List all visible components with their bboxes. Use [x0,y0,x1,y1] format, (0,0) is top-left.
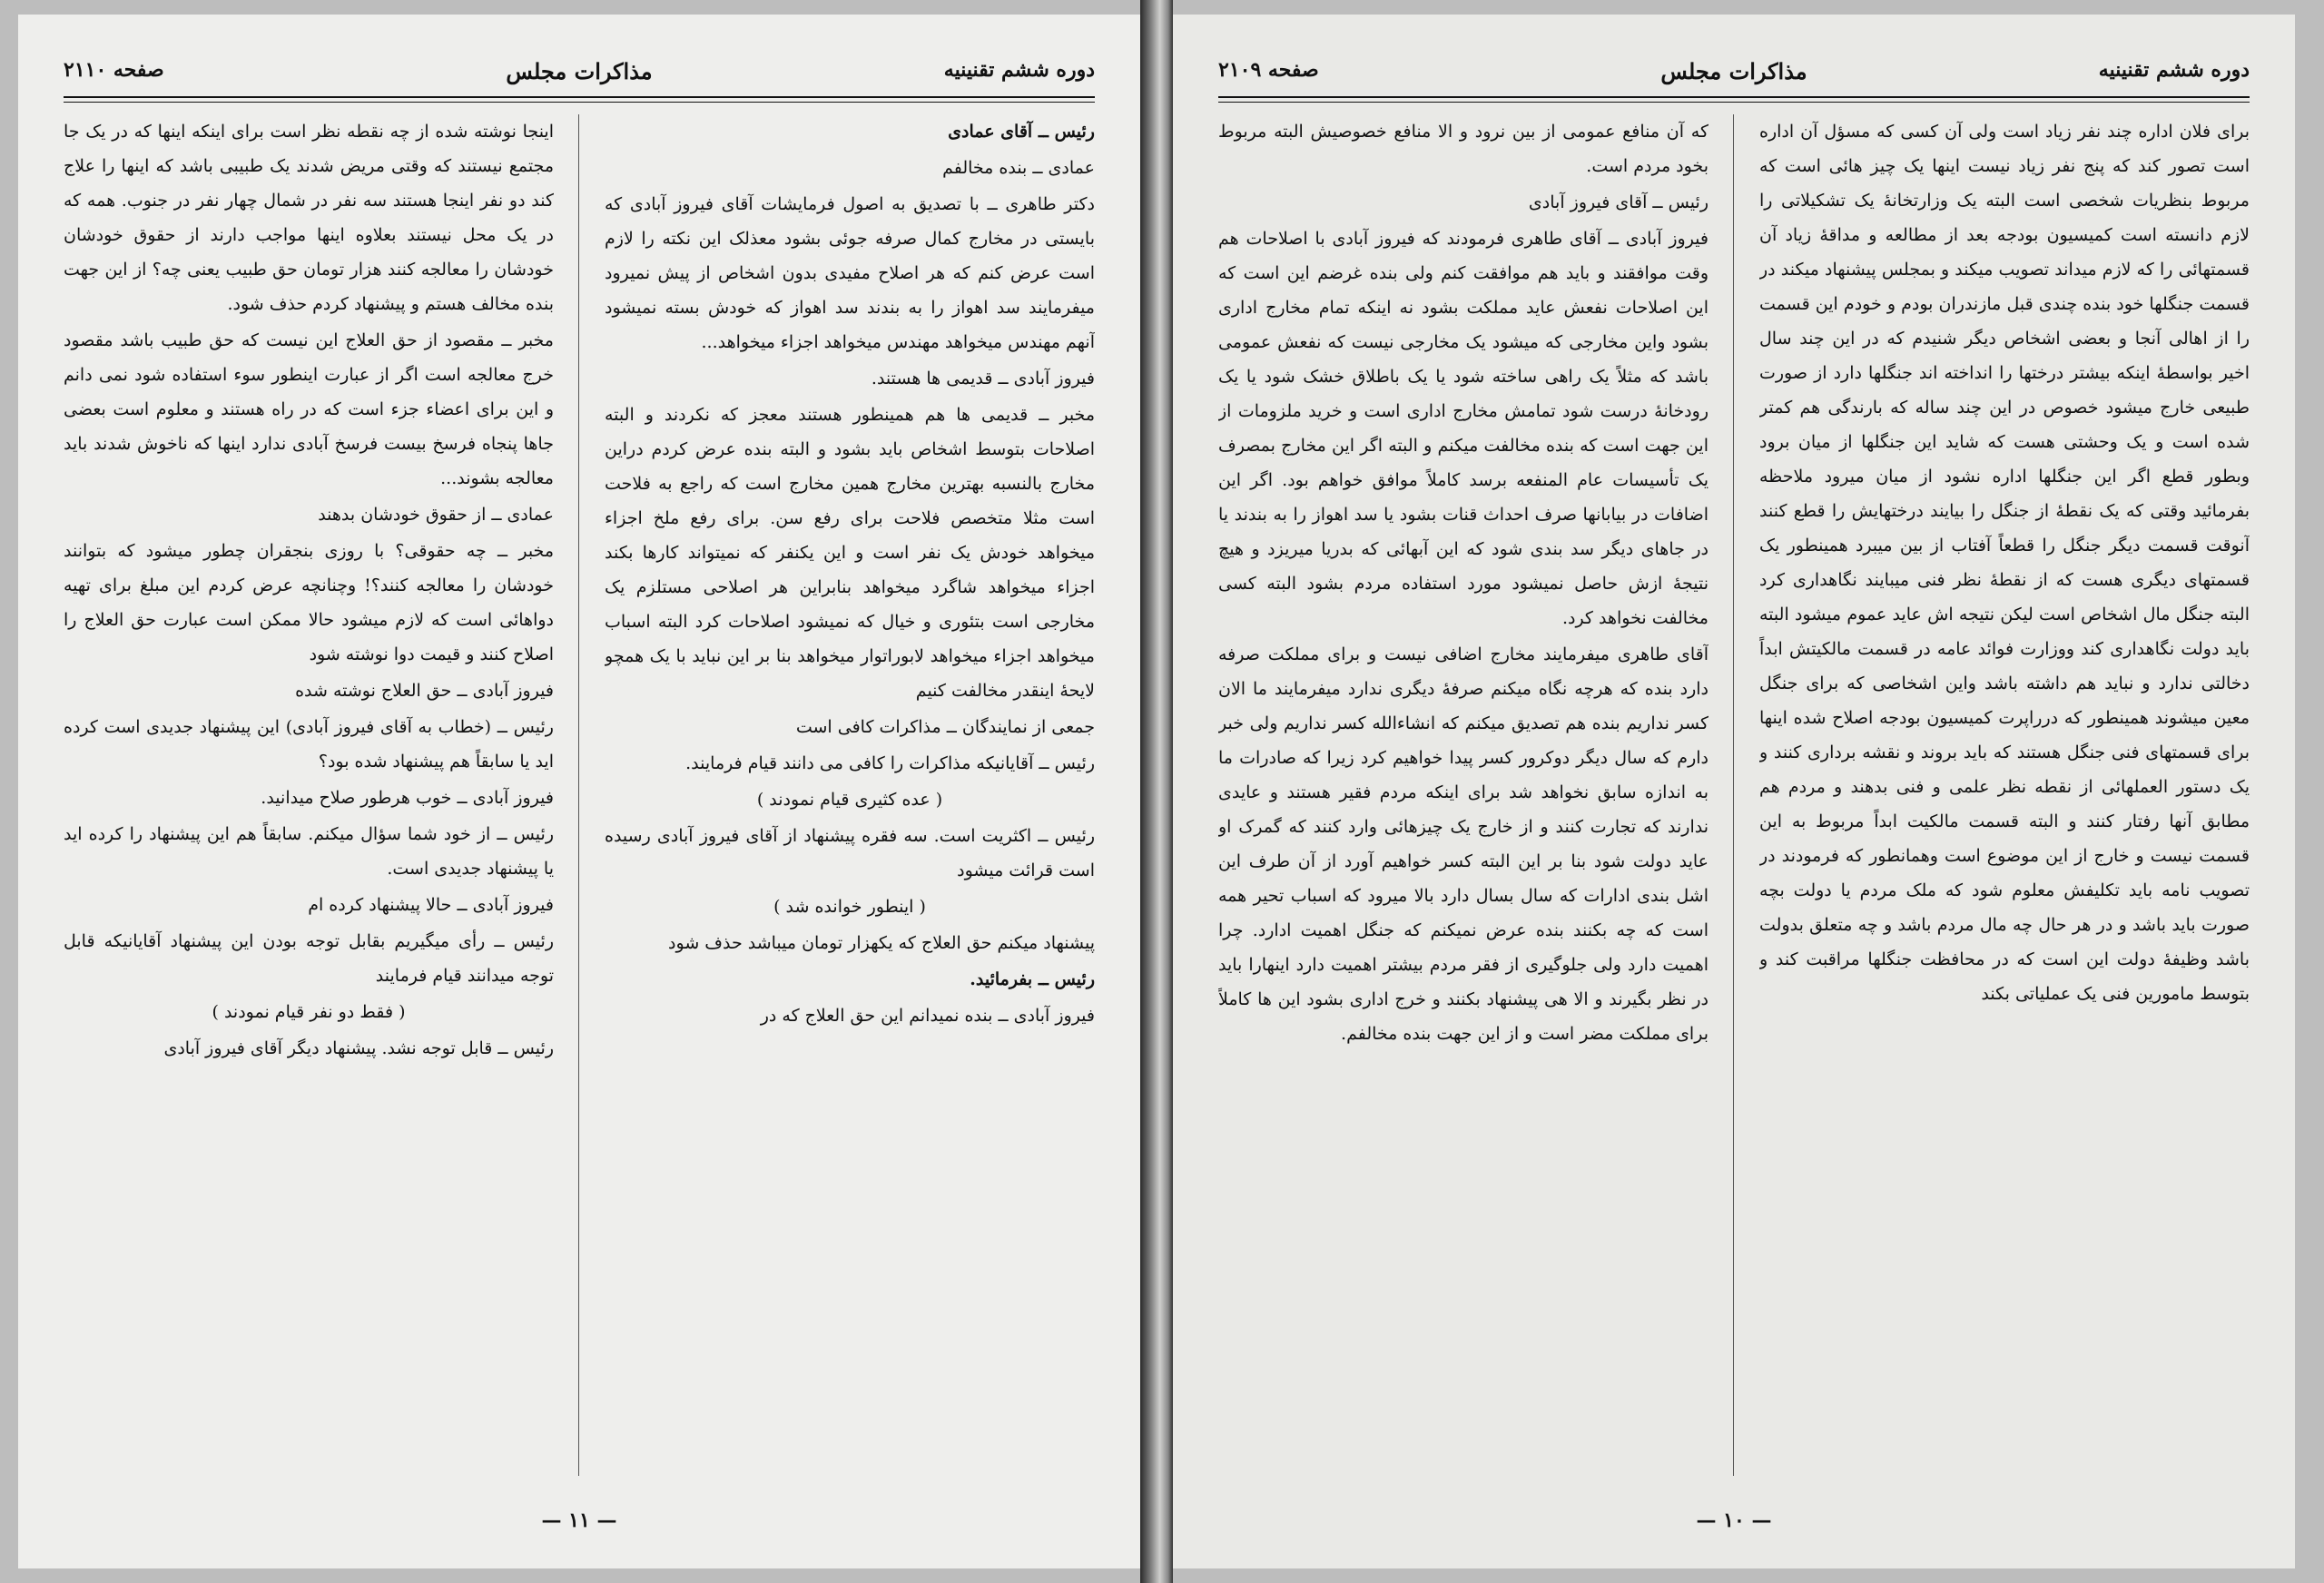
paragraph: رئیس ــ آقای عمادی [948,122,1095,142]
paragraph: رئیس ــ آقای فیروز آبادی [1528,192,1709,212]
column-divider [1733,114,1734,1476]
paragraph: رئیس ــ اکثریت است. سه فقره پیشنهاد از آقای فیروز آبادی رسیده است قرائت میشود [605,826,1095,880]
paragraph: ( اینطور خوانده شد ) [773,897,926,917]
page-number-label: صفحه ۲۱۱۰ [64,58,164,82]
session-label: دوره ششم تقنینیه [2098,58,2250,82]
paragraph: آقای طاهری میفرمایند مخارج اضافی نیست و برای مملکت صرفه دارد بنده که هرچه نگاه میکنم صرفهٔ دیگری ندارد میفرمایند ما الان کسر نداریم بنده هم تصدیق میکنم که انشاءالله کسر نداریم ولی خبر دارم که سال دیگر دوکرور کسر پیدا خواهیم کرد زیرا که صادرات ما به اندازه سابق نخواهد شد برای اینکه مردم فقیر هستند و عایدی ندارند که تجارت کنند و از خارج یک چیزهائی وارد کنند که گمرک او عاید دولت شود بنا بر این البته کسر خواهیم آورد از آن طرف این اشل بندی ادارات که سال بسال دارد بالا میرود که اسباب تحیر همه است که چه بکنند بنده عرض نمیکنم که جنگل اهمیت ادارد. چرا اهمیت دارد ولی جلوگیری از فقر مردم بیشتر اهمیت دارد اینهارا باید در نظر بگیرند و الا هی پیشنهاد بکنند و خرج اداری بشود این ها کاملاً برای مملکت مضر است و از این جهت بنده مخالفم. [1218,644,1709,1044]
paragraph: رئیس ــ آقایانیکه مذاکرات را کافی می دانند قیام فرمایند. [685,753,1095,773]
session-label: دوره ششم تقنینیه [943,58,1095,82]
paragraph: برای فلان اداره چند نفر زیاد است ولی آن کسی که مسؤل آن اداره است تصور کند که پنج نفر زیاد نیست اینها یک چیز هائی است که مربوط بنظریات شخصی است البته یک وزارتخانهٔ یک تشکیلاتی را لازم دانسته است کمیسیون بودجه بعد از مطالعه و مداقهٔ زیاد آن قسمتهائی را که لازم میداند تصویب میکند و بمجلس پیشنهاد میکند در قسمت جنگلها خود بنده چندی قبل مازندران بودم و خودم این قسمت را از اهالی آنجا و بعضی اشخاص دیگر شنیدم که در این چند سال اخیر بواسطهٔ اینکه بیشتر درختها را انداخته اند جنگلها دارد از صورت طبیعی خارج میشود خصوص در این چند ساله که بارندگی هم کمتر شده است و یک وحشتی هست که شاید این جنگلها از میان برود وبطور قطع اگر این جنگلها اداره نشود از میان میرود ملاحظه بفرمائید وقتی که یک نقطهٔ از جنگل را بیایند درختهایش را قطع کنند آنوقت قسمت دیگر جنگل را قطعاً آفتاب از بین میبرد همینطور یک قسمتهای دیگری هست که از نقطهٔ نظر فنی میبایند نگاهداری کرد البته جنگل مال اشخاص است لیکن نتیجه اش عاید عموم میشود البته باید دولت نگاهداری کند ووزارت فوائد عامه در قسمت مالکیتش ابداً دخالتی ندارد و نباید هم داشته باشد واین اشخاصی که برای جنگل معین میشوند همینطور که درراپرت کمیسیون بودجه اصلاح شده اینها برای قسمتهای فنی جنگل هستند که باید بروند و نقشه برداری کنند و یک دستور العملهائی از نقطه نظر علمی و فنی بدهند و مردم هم مطابق آنها رفتار کنند و البته قسمت مالکیت ابداً مربوط به این قسمت نیست و خارج از این موضوع است وهمانطور که فرمودند در تصویب نامه باید تکلیفش معلوم شود که ملک مردم یا دولت بچه صورت باید باشد و در هر حال چه مال مردم باشد و چه متعلق بدولت باشد وظیفهٔ دولت این است که در محافظت جنگلها مراقبت کند و بتوسط مامورین فنی یک عملیاتی بکند [1759,122,2250,1004]
page-header [1218,54,2250,93]
page-header [64,54,1095,93]
page-footer-number: — ۱۰ — [1696,1509,1772,1532]
paragraph: دکتر طاهری ــ با تصدیق به اصول فرمایشات آقای فیروز آبادی که بایستی در مخارج کمال صرفه جوئی بشود معذلک این نکته را لازم است عرض کنم که هر اصلاح مفیدی بدون اشخاص از پیش نمیرود میفرمایند سد اهواز را به بندند سد اهواز که خودش بسته نمیشود آنهم مهندس میخواهد مهندس میخواهد اجزاء میخواهد... [605,194,1095,352]
page-number-label: صفحه ۲۱۰۹ [1218,58,1319,82]
paragraph: اینجا نوشته شده از چه نقطه نظر است برای اینکه اینها که در یک جا مجتمع نیستند که وقتی مریض شدند یک طبیبی باشد که اینها را علاج کند دو نفر اینجا هستند سه نفر در شمال چهار نفر در جنوب. همه که در یک محل نیستند بعلاوه اینها مواجب دارند از حقوق خودشان خودشان را معالجه کنند هزار تومان حق طبیب یعنی چه؟ از این جهت بنده مخالف هستم و پیشنهاد کردم حذف شود. [64,122,554,314]
text-column-right [1759,114,2250,1476]
paragraph: که آن منافع عمومی از بین نرود و الا منافع خصوصیش البته مربوط بخود مردم است. [1218,122,1709,176]
paragraph: مخبر ــ مقصود از حق العلاج این نیست که حق طبیب باشد مقصود خرج معالجه است اگر از عبارت اینطور سوء استفاده شود نمی دانم و این برای اعضاء جزء است که در راه هستند و معلوم است بعضی جاها پنجاه فرسخ بیست فرسخ آبادی ندارد اینها که ناخوش شدند باید معالجه بشوند... [64,330,554,488]
paragraph: رئیس ــ از خود شما سؤال میکنم. سابقاً هم این پیشنهاد را کرده اید یا پیشنهاد جدیدی است. [64,824,554,879]
paragraph: فیروز آبادی ــ خوب هرطور صلاح میدانید. [261,788,554,808]
page-2110 [18,15,1140,1568]
paragraph: رئیس ــ رأی میگیریم بقابل توجه بودن این پیشنهاد آقایانیکه قابل توجه میدانند قیام فرمایند [64,931,554,986]
paragraph: پیشنهاد میکنم حق العلاج که یکهزار تومان میباشد حذف شود [668,933,1095,953]
paragraph: جمعی از نمایندگان ــ مذاکرات کافی است [795,717,1095,737]
journal-title: مذاکرات مجلس [506,58,653,84]
paragraph: مخبر ــ چه حقوقی؟ با روزی بنجقران چطور میشود که بتوانند خودشان را معالجه کنند؟! وچنانچه عرض کردم این مبلغ برای تهیه دواهائی است که لازم میشود حالا ممکن است عبارت حق العلاج را اصلاح کنند و قیمت دوا نوشته شود [64,541,554,664]
paragraph: عمادی ــ بنده مخالفم [942,158,1095,178]
paragraph: مخبر ــ قدیمی ها هم همینطور هستند معجز که نکردند و البته اصلاحات بتوسط اشخاص باید بشود و البته بنده عرض کردم دراین مخارج بالنسبه بهترین مخارج همین مخارج است که راجع به فلاحت است مثلا متخصص فلاحت برای رفع سن. برای رفع ملخ اجزاء میخواهد خودش یک نفر است و این یکنفر که نمیتواند کارها بکند اجزاء میخواهد شاگرد میخواهد بنابراین هر اصلاحی مستلزم یک مخارجی است بتئوری و خیال که نمیشود اصلاحات کرد البته اسباب میخواهد اجزاء میخواهد لابوراتوار میخواهد بنا بر این نباید با یک همچو لایحهٔ اینقدر مخالفت کنیم [605,405,1095,701]
text-column-left [64,114,554,1476]
column-divider [578,114,579,1476]
page-2109 [1173,15,2295,1568]
header-rule [1218,96,2250,103]
paragraph: فیروز آبادی ــ حالا پیشنهاد کرده ام [308,895,554,915]
journal-title: مذاکرات مجلس [1660,58,1807,84]
book-spine [1140,0,1173,1583]
page-footer-number: — ۱۱ — [541,1509,617,1532]
paragraph: رئیس ــ بفرمائید. [970,969,1095,989]
text-column-right [605,114,1095,1476]
paragraph: فیروز آبادی ــ قدیمی ها هستند. [871,369,1095,388]
paragraph: فیروز آبادی ــ حق العلاج نوشته شده [295,681,554,701]
header-rule [64,96,1095,103]
paragraph: فیروز آبادی ــ آقای طاهری فرمودند که فیروز آبادی با اصلاحات هم وقت موافقند و باید هم موافقت کنم ولی بنده غرضم این است که این اصلاحات نفعش عاید مملکت بشود نه اینکه تمام مخارج اداری بشود واین مخارجی که میشود یک مخارجی نیست که نفعش عمومی باشد که مثلاً یک راهی ساخته شود یا یک باطلاق خشک شود یا یک رودخانهٔ درست شود تمامش مخارج اداری است و خرید ملزومات از این جهت است که بنده مخالفت میکنم و البته اگر این مخارج بمصرف یک تأسیسات عام المنفعه برسد کاملاً موافق خواهم بود. اگر این اضافات در بیابانها صرف احداث قنات بشود یا سد اهواز را به بندند یا در جاهای دیگر سد بندی شود که این آبهائی که بدریا میریزد و هیچ نتیجهٔ ازش حاصل نمیشود مورد استفاده مردم بشود البته کسی مخالفت نخواهد کرد. [1218,229,1709,628]
text-column-left [1218,114,1709,1476]
paragraph: فیروز آبادی ــ بنده نمیدانم این حق العلاج که در [760,1006,1095,1026]
paragraph: رئیس ــ (خطاب به آقای فیروز آبادی) این پیشنهاد جدیدی است کرده اید یا سابقاً هم پیشنهاد شده بود؟ [64,717,554,772]
paragraph: عمادی ــ از حقوق خودشان بدهند [318,505,554,525]
paragraph: ( فقط دو نفر قیام نمودند ) [212,1002,406,1022]
paragraph: ( عده کثیری قیام نمودند ) [756,790,943,810]
paragraph: رئیس ــ قابل توجه نشد. پیشنهاد دیگر آقای فیروز آبادی [163,1038,554,1058]
